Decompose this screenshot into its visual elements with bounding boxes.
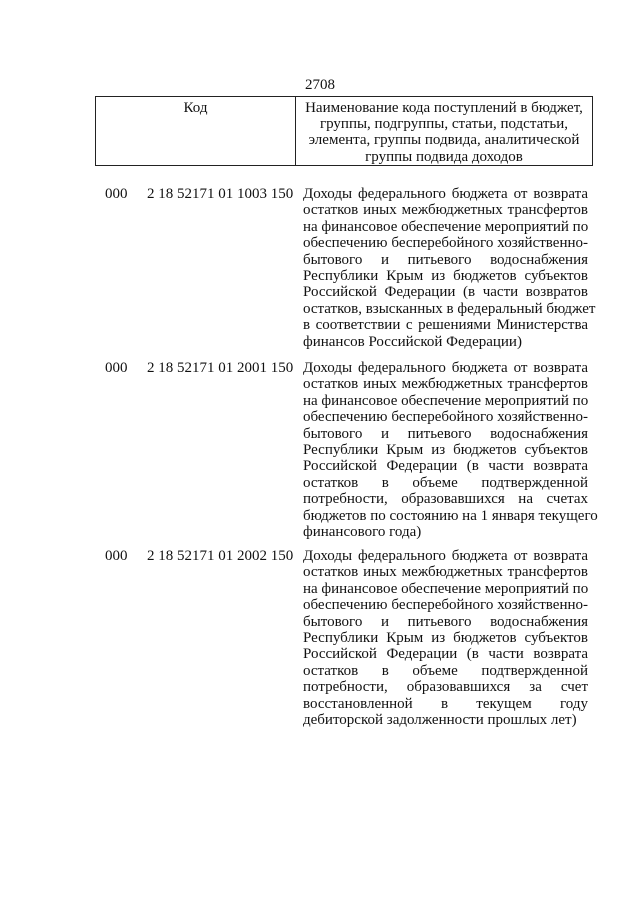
description-line: восстановленной в текущем году xyxy=(303,695,588,712)
description-line: Доходы федерального бюджета от возврата xyxy=(303,186,588,202)
description-line: бытового и питьевого водоснабжения xyxy=(303,251,588,268)
description-line: финансов Российской Федерации) xyxy=(303,333,522,350)
description-line: Доходы федерального бюджета от возврата xyxy=(303,548,588,564)
revenue-description xyxy=(303,548,588,728)
name-header-line: Наименование кода поступлений в бюджет, xyxy=(305,100,583,116)
description-line: потребности, образовавшихся за счет xyxy=(303,679,588,696)
description-line: Республики Крым из бюджетов субъектов xyxy=(303,267,588,284)
description-line: Российской Федерации (в части возврата xyxy=(303,646,588,663)
admin-code: 000 xyxy=(105,186,128,202)
header-table xyxy=(95,96,593,166)
revenue-code: 2 18 52171 01 2002 150 xyxy=(147,548,294,564)
revenue-code: 2 18 52171 01 2001 150 xyxy=(147,360,294,376)
description-line: потребности, образовавшихся на счетах xyxy=(303,491,588,508)
description-line: на финансовое обеспечение мероприятий по xyxy=(303,218,589,235)
description-line: бытового и питьевого водоснабжения xyxy=(303,425,588,442)
description-line: Российской Федерации (в части возвратов xyxy=(303,284,588,301)
name-column-header xyxy=(296,97,593,166)
name-header-line: группы подвида доходов xyxy=(365,148,523,165)
description-line: Российской Федерации (в части возврата xyxy=(303,458,588,475)
description-line: бюджетов по состоянию на 1 января текущего xyxy=(303,507,598,524)
description-line: на финансовое обеспечение мероприятий по xyxy=(303,392,589,409)
revenue-code: 2 18 52171 01 1003 150 xyxy=(147,186,294,202)
description-line: Доходы федерального бюджета от возврата xyxy=(303,360,588,376)
description-line: остатков иных межбюджетных трансфертов xyxy=(303,376,588,393)
description-line: остатков, взысканных в федеральный бюджет xyxy=(303,300,596,317)
description-line: остатков в объеме подтвержденной xyxy=(303,474,588,491)
description-line: финансового года) xyxy=(303,523,422,540)
admin-code: 000 xyxy=(105,548,128,564)
revenue-description xyxy=(303,360,598,540)
description-line: остатков иных межбюджетных трансфертов xyxy=(303,564,588,581)
name-header-line: элемента, группы подвида, аналитической xyxy=(308,132,580,149)
description-line: остатков в объеме подтвержденной xyxy=(303,662,588,679)
revenue-description xyxy=(303,186,596,350)
description-line: в соответствии с решениями Министерства xyxy=(303,317,588,334)
description-line: обеспечению бесперебойного хозяйственно- xyxy=(303,235,588,252)
description-line: Республики Крым из бюджетов субъектов xyxy=(303,629,588,646)
description-line: обеспечению бесперебойного хозяйственно- xyxy=(303,597,588,614)
description-line: на финансовое обеспечение мероприятий по xyxy=(303,580,589,597)
admin-code: 000 xyxy=(105,360,128,376)
description-line: остатков иных межбюджетных трансфертов xyxy=(303,202,588,219)
code-column-header: Код xyxy=(96,97,296,166)
name-header-line: группы, подгруппы, статьи, подстатьи, xyxy=(319,116,569,133)
description-line: Республики Крым из бюджетов субъектов xyxy=(303,441,588,458)
description-line: обеспечению бесперебойного хозяйственно- xyxy=(303,409,588,426)
page-number: 2708 xyxy=(305,77,335,93)
description-line: бытового и питьевого водоснабжения xyxy=(303,613,588,630)
description-line: дебиторской задолженности прошлых лет) xyxy=(303,711,577,728)
